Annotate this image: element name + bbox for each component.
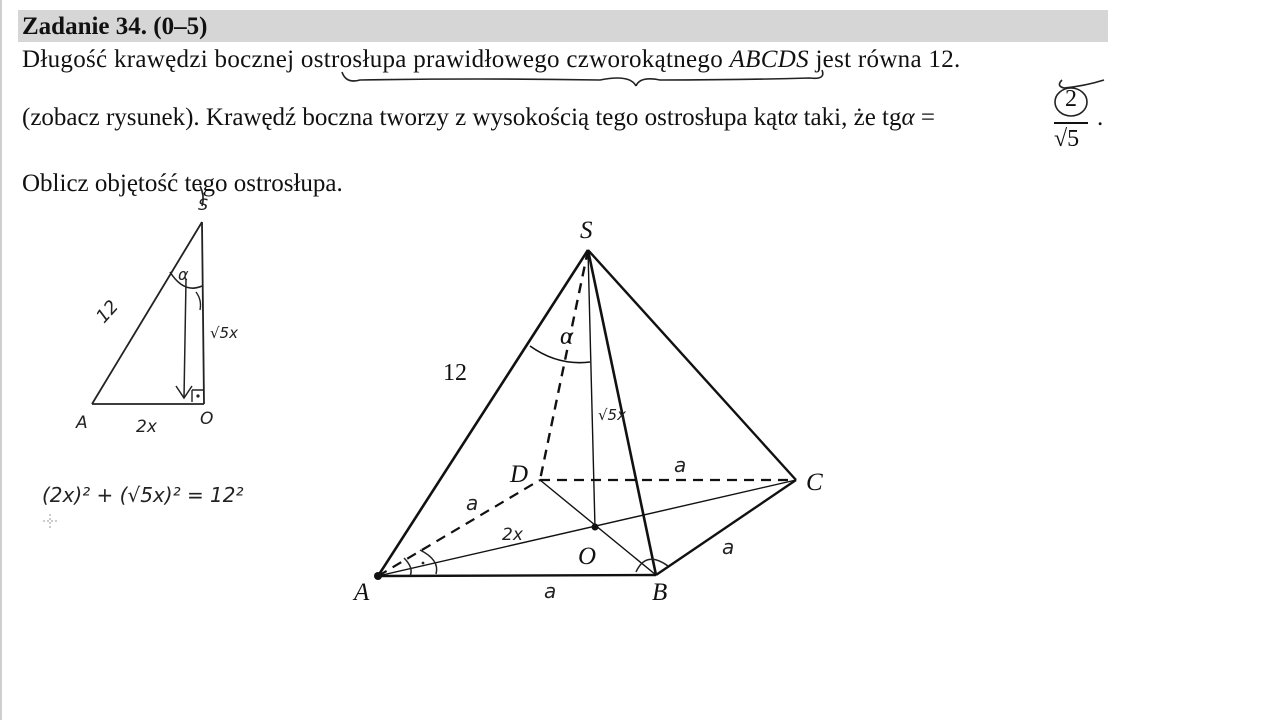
sketch-label-height: √5x (210, 324, 238, 342)
fraction-denominator: √5 (1054, 126, 1080, 152)
cursor-crosshair-icon (43, 514, 57, 528)
fraction-numerator: 2 (1065, 86, 1077, 112)
side-dc-annotation: a (674, 453, 687, 477)
vertex-c-label: C (806, 469, 823, 496)
pyramid-name: ABCDS (729, 46, 809, 73)
vertex-s-label: S (580, 217, 593, 244)
sketch-label-a: A (76, 413, 88, 433)
sketch-label-top: S (198, 195, 209, 214)
height-annotation: √5x (598, 406, 626, 424)
task-title: Zadanie 34. (0–5) (22, 13, 208, 40)
sketch-label-base: 2x (136, 417, 157, 437)
sketch-label-hyp: 12 (92, 296, 124, 328)
underline-annotation (1059, 80, 1104, 88)
text-segment: taki, że tg (803, 104, 902, 131)
sketch-equation: (2x)² + (√5x)² = 12² (42, 483, 244, 507)
fraction-period: . (1097, 104, 1104, 131)
sketch-label-angle: α (178, 265, 189, 284)
vertex-o-label: O (578, 543, 597, 570)
equals-sign: = (920, 104, 935, 131)
half-diagonal-annotation: 2x (502, 525, 523, 545)
vertex-d-label: D (510, 461, 529, 488)
text-segment: jest równa 12. (815, 46, 961, 73)
vertex-b-label: B (652, 579, 668, 606)
alpha-symbol: α (901, 104, 915, 131)
angle-alpha-label: α (560, 323, 574, 350)
text-segment: Długość krawędzi bocznej ostrosłupa prawidłowego czworokątnego (22, 46, 724, 73)
pyramid-figure (374, 250, 796, 580)
text-segment: (zobacz rysunek). Krawędź boczna tworzy z wysokością tego ostrosłupa kąt (22, 104, 785, 131)
circle-annotation (1055, 88, 1087, 116)
side-bc-annotation: a (722, 535, 735, 559)
text-segment: Oblicz objętość tego ostrosłupa. (22, 170, 343, 197)
sketch-label-o: O (200, 409, 214, 429)
alpha-symbol: α (784, 104, 798, 131)
vertex-a-label: A (354, 579, 370, 606)
underline-annotation (636, 70, 823, 86)
underline-annotation (342, 72, 636, 86)
edge-length-label: 12 (443, 360, 467, 386)
side-ad-annotation: a (466, 491, 479, 515)
side-ab-annotation: a (544, 579, 557, 603)
